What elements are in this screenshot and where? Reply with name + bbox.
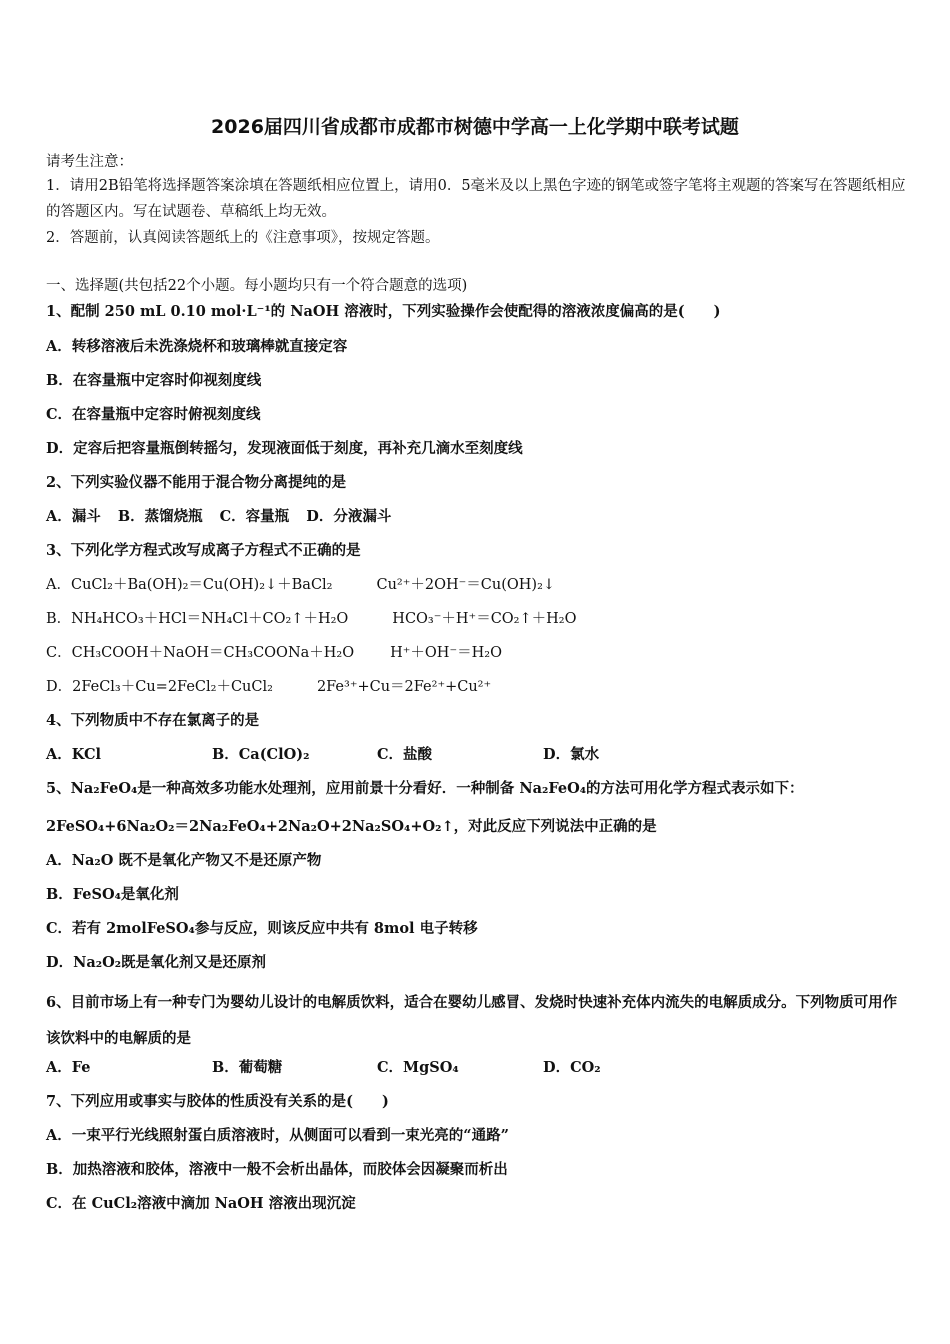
q7-option-c: C．在 CuCl₂溶液中滴加 NaOH 溶液出现沉淀 [46,1195,356,1212]
q3-option-c [46,641,502,662]
q4-option-a: A．KCl [46,746,102,763]
q3-option-c-ionic: H⁺＋OH⁻＝H₂O [390,645,502,661]
q6-option-b: B．葡萄糖 [212,1059,283,1076]
q3-option-d-equation: D．2FeCl₃＋Cu=2FeCl₂＋CuCl₂ [46,679,273,695]
q3-option-a-equation: A．CuCl₂＋Ba(OH)₂＝Cu(OH)₂↓＋BaCl₂ [46,577,333,593]
q3-option-a-ionic: Cu²⁺＋2OH⁻＝Cu(OH)₂↓ [376,577,556,593]
q3-stem: 3、下列化学方程式改写成离子方程式不正确的是 [46,542,361,559]
q7-stem: 7、下列应用或事实与胶体的性质没有关系的是( ) [46,1093,389,1110]
q6-options [46,1056,601,1077]
q2-option-a: A．漏斗 [46,508,101,525]
q2-options [46,505,403,526]
q4-stem: 4、下列物质中不存在氯离子的是 [46,712,260,729]
q1-option-c: C．在容量瓶中定容时俯视刻度线 [46,406,261,423]
q2-stem: 2、下列实验仪器不能用于混合物分离提纯的是 [46,474,347,491]
notice-item-1: 1．请用2B铅笔将选择题答案涂填在答题纸相应位置上，请用0．5毫米及以上黑色字迹的钢笔或签字笔将主观题的答案写在答题纸相应的答题区内。写在试题卷、草稿纸上均无效。 [46,178,906,220]
q5-stem-1: 5、Na₂FeO₄是一种高效多功能水处理剂，应用前景十分看好．一种制备 Na₂FeO₄的方法可用化学方程式表示如下： [46,780,804,797]
q3-option-b [46,607,576,628]
q3-option-d-ionic: 2Fe³⁺+Cu＝2Fe²⁺+Cu²⁺ [316,679,492,695]
q4-option-b: B．Ca(ClO)₂ [212,746,310,763]
q7-option-b: B．加热溶液和胶体，溶液中一般不会析出晶体，而胶体会因凝聚而析出 [46,1161,508,1178]
q3-option-c-equation: C．CH₃COOH＋NaOH＝CH₃COONa＋H₂O [46,645,355,661]
q1-option-a: A．转移溶液后未洗涤烧杯和玻璃棒就直接定容 [46,338,348,355]
q1-option-b: B．在容量瓶中定容时仰视刻度线 [46,372,262,389]
q2-option-c: C．容量瓶 [219,508,290,525]
q6-option-d: D．CO₂ [543,1059,601,1076]
q5-option-a: A．Na₂O 既不是氧化产物又不是还原产物 [46,852,322,869]
q6-stem: 6、目前市场上有一种专门为婴幼儿设计的电解质饮料，适合在婴幼儿感冒、发烧时快速补充体内流失的电解质成分。下列物质可用作该饮料中的电解质的是 [46,994,898,1047]
section-heading: 一、选择题(共包括22个小题。每小题均只有一个符合题意的选项) [46,278,468,294]
q3-option-a [46,573,555,594]
q5-option-d: D．Na₂O₂既是氧化剂又是还原剂 [46,954,267,971]
q5-stem-2: 2FeSO₄+6Na₂O₂＝2Na₂FeO₄+2Na₂O+2Na₂SO₄+O₂↑，对此反应下列说法中正确的是 [46,818,657,835]
q4-option-c: C．盐酸 [377,746,433,763]
q4-option-d: D．氯水 [543,746,600,763]
q5-option-c: C．若有 2molFeSO₄参与反应，则该反应中共有 8mol 电子转移 [46,920,478,937]
q6-option-a: A．Fe [46,1059,91,1076]
notice-heading: 请考生注意： [46,154,133,170]
q4-options [46,743,599,764]
q2-option-b: B．蒸馏烧瓶 [117,508,203,525]
q5-option-b: B．FeSO₄是氧化剂 [46,886,179,903]
notice-item-2: 2．答题前，认真阅读答题纸上的《注意事项》，按规定答题。 [46,230,440,246]
q7-option-a: A．一束平行光线照射蛋白质溶液时，从侧面可以看到一束光亮的“通路” [46,1127,509,1144]
q6-option-c: C．MgSO₄ [377,1059,459,1076]
q3-option-d [46,675,491,696]
q3-option-b-equation: B．NH₄HCO₃＋HCl＝NH₄Cl＋CO₂↑＋H₂O [46,611,349,627]
q2-option-d: D．分液漏斗 [306,508,392,525]
q1-option-d: D．定容后把容量瓶倒转摇匀，发现液面低于刻度，再补充几滴水至刻度线 [46,440,523,457]
q1-stem: 1、配制 250 mL 0.10 mol·L⁻¹的 NaOH 溶液时，下列实验操作会使配得的溶液浓度偏高的是( ) [46,303,721,320]
q3-option-b-ionic: HCO₃⁻＋H⁺＝CO₂↑＋H₂O [392,611,577,627]
page-title: 2026届四川省成都市成都市树德中学高一上化学期中联考试题 [211,116,739,138]
